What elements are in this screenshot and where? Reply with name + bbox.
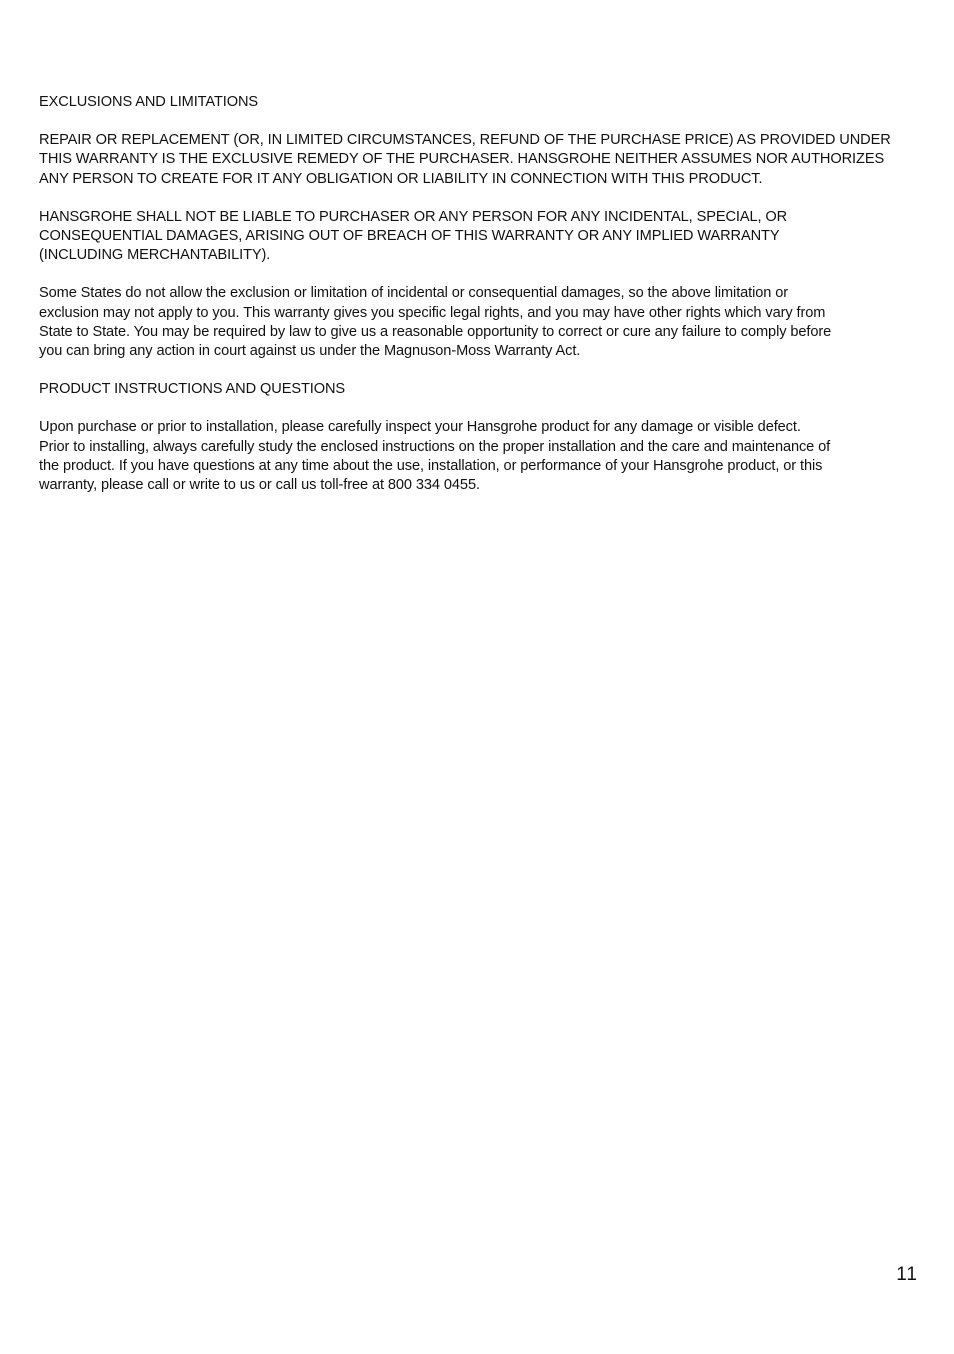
exclusions-heading: [39, 93, 911, 112]
text-line: warranty, please call or write to us or call us toll-free at 800 334 0455.: [39, 477, 480, 494]
text-line: (INCLUDING MERCHANTABILITY).: [39, 247, 271, 264]
text-line: exclusion may not apply to you. This warranty gives you specific legal rights, and you may have other rights which vary from: [39, 304, 826, 321]
text-line: CONSEQUENTIAL DAMAGES, ARISING OUT OF BREACH OF THIS WARRANTY OR ANY IMPLIED WARRANTY: [39, 228, 780, 245]
text-line: you can bring any action in court against us under the Magnuson-Moss Warranty Act.: [39, 343, 581, 360]
text-line: State to State. You may be required by law to give us a reasonable opportunity to correct or cure any failure to comply before: [39, 323, 832, 340]
states-paragraph: [39, 284, 911, 361]
text-line: EXCLUSIONS AND LIMITATIONS: [39, 94, 259, 110]
instructions-heading: [39, 380, 911, 399]
text-line: the product. If you have questions at any time about the use, installation, or performance of your Hansgrohe product, or this: [39, 457, 823, 474]
text-line: Upon purchase or prior to installation, please carefully inspect your Hansgrohe product for any damage or visible defect.: [39, 419, 801, 436]
text-line: REPAIR OR REPLACEMENT (OR, IN LIMITED CIRCUMSTANCES, REFUND OF THE PURCHASE PRICE) AS PROVIDED UNDER: [39, 132, 891, 149]
text-line: Prior to installing, always carefully study the enclosed instructions on the proper installation and the care and maintenance of: [39, 438, 831, 455]
liability-paragraph: [39, 208, 911, 266]
repair-paragraph: [39, 131, 911, 189]
text-line: THIS WARRANTY IS THE EXCLUSIVE REMEDY OF THE PURCHASER. HANSGROHE NEITHER ASSUMES NOR AUTHORIZES: [39, 151, 885, 168]
document-body: [39, 93, 911, 514]
page-number: 11: [896, 1264, 918, 1285]
inspection-paragraph: [39, 418, 911, 495]
text-line: Some States do not allow the exclusion or limitation of incidental or consequential damages, so the above limitation or: [39, 285, 789, 302]
text-line: HANSGROHE SHALL NOT BE LIABLE TO PURCHASER OR ANY PERSON FOR ANY INCIDENTAL, SPECIAL, OR: [39, 208, 788, 225]
text-line: PRODUCT INSTRUCTIONS AND QUESTIONS: [39, 381, 346, 398]
text-line: ANY PERSON TO CREATE FOR IT ANY OBLIGATION OR LIABILITY IN CONNECTION WITH THIS PRODUCT.: [39, 170, 763, 187]
